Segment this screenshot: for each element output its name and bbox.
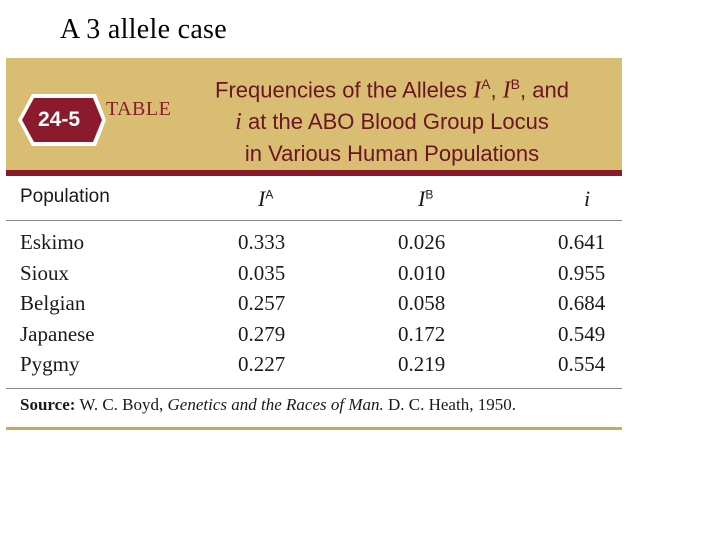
banner-divider	[6, 170, 622, 176]
cell-i: 0.554	[558, 352, 606, 376]
table-row	[6, 352, 622, 383]
header-i: i	[584, 186, 591, 211]
table-row	[6, 261, 622, 292]
cell-ib: 0.026	[398, 230, 446, 254]
cell-ia: 0.227	[238, 352, 286, 376]
table-row	[6, 322, 622, 353]
header-divider	[6, 220, 622, 221]
cell-population: Japanese	[20, 321, 95, 346]
cell-i: 0.955	[558, 260, 606, 285]
cell-ia: 0.279	[238, 321, 286, 346]
header-ib: $I^B$	[418, 186, 434, 211]
footer-divider	[6, 388, 622, 389]
cell-ib: 0.010	[398, 260, 446, 285]
table-row	[6, 230, 622, 261]
cell-ib: 0.219	[398, 352, 446, 376]
bottom-divider	[6, 427, 622, 430]
table-number: 24-5	[37, 108, 81, 131]
cell-i: 0.684	[558, 291, 606, 315]
cell-population: Pygmy	[20, 352, 80, 376]
table-label: TABLE	[106, 98, 172, 120]
caption-line-1: Frequencies of the Alleles $I^A$, $I^B$, and	[215, 76, 569, 104]
table-body	[6, 230, 622, 383]
source-note: Source: W. C. Boyd, Genetics and the Races of Man. D. C. Heath, 1950.	[20, 395, 516, 414]
caption-line-3: in Various Human Populations	[244, 141, 540, 167]
cell-population: Belgian	[20, 291, 86, 315]
cell-population: Eskimo	[20, 230, 85, 254]
slide-title: A 3 allele case	[60, 14, 227, 45]
cell-ib: 0.058	[398, 291, 446, 315]
table-row	[6, 291, 622, 322]
cell-i: 0.549	[558, 321, 606, 346]
table-banner	[6, 58, 622, 170]
header-ia: $I^A$	[258, 186, 274, 211]
cell-ia: 0.333	[238, 230, 286, 254]
table-caption	[182, 68, 602, 170]
cell-population: Sioux	[20, 260, 70, 285]
cell-ib: 0.172	[398, 321, 446, 346]
table-badge	[18, 94, 106, 146]
table-figure	[6, 58, 622, 430]
cell-ia: 0.257	[238, 291, 286, 315]
header-population: Population	[20, 186, 110, 207]
cell-ia: 0.035	[238, 260, 286, 285]
cell-i: 0.641	[558, 230, 606, 254]
caption-line-2: i at the ABO Blood Group Locus	[235, 109, 549, 136]
